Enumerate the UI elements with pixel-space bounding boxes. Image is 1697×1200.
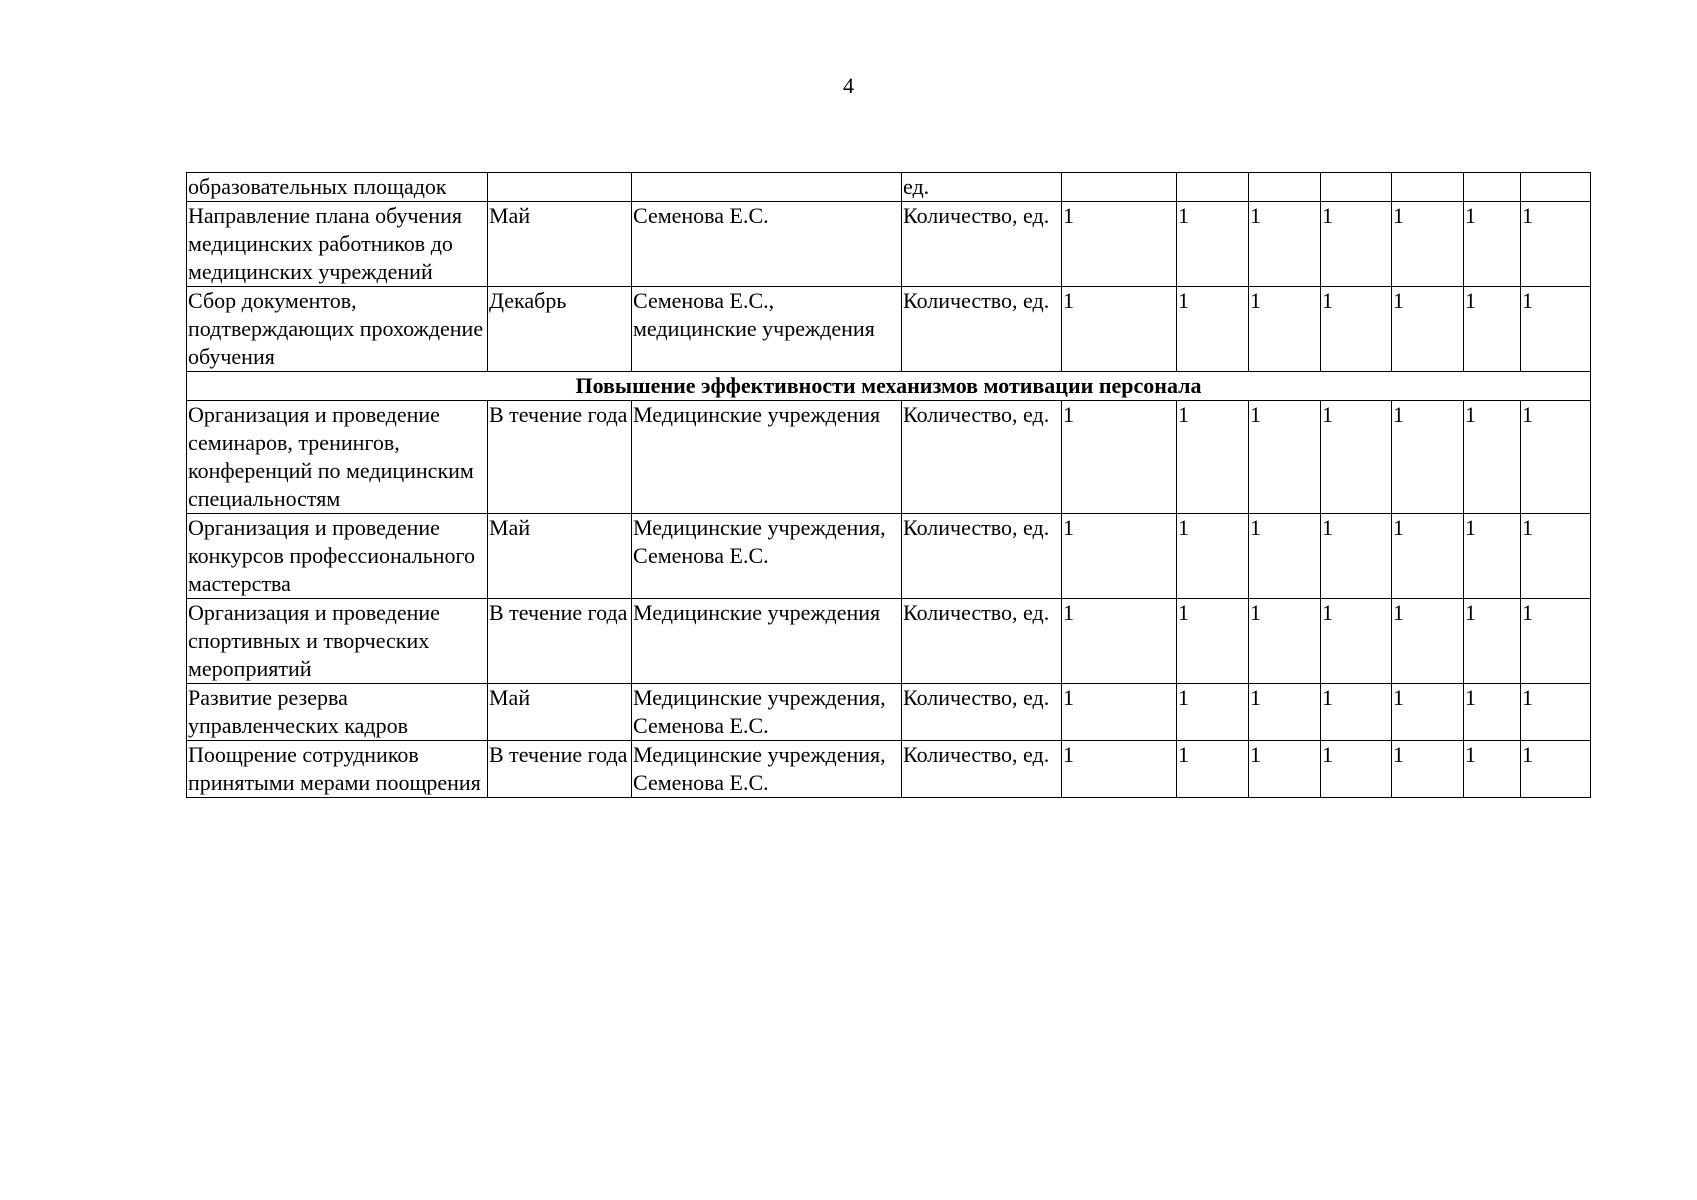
value-cell: 1: [1392, 401, 1464, 514]
value-cell: 1: [1062, 684, 1177, 741]
value-cell: [1321, 173, 1392, 202]
table-row: [187, 401, 1591, 514]
value-cell: 1: [1177, 684, 1249, 741]
value-cell: 1: [1249, 741, 1321, 798]
value-cell: 1: [1062, 514, 1177, 599]
value-cell: [1464, 173, 1521, 202]
value-cell: 1: [1062, 401, 1177, 514]
measure-cell: Поощрение сотрудников принятыми мерами поощрения: [187, 741, 488, 798]
value-cell: 1: [1062, 202, 1177, 287]
section-row: [187, 372, 1591, 401]
value-cell: 1: [1521, 514, 1591, 599]
unit-cell: Количество, ед.: [902, 599, 1062, 684]
responsible-cell: Семенова Е.С., медицинские учреждения: [632, 287, 902, 372]
value-cell: 1: [1249, 202, 1321, 287]
value-cell: 1: [1464, 741, 1521, 798]
value-cell: 1: [1062, 741, 1177, 798]
value-cell: 1: [1464, 401, 1521, 514]
table-row: [187, 173, 1591, 202]
value-cell: 1: [1321, 287, 1392, 372]
value-cell: 1: [1392, 741, 1464, 798]
responsible-cell: Медицинские учреждения, Семенова Е.С.: [632, 514, 902, 599]
value-cell: [1392, 173, 1464, 202]
value-cell: 1: [1321, 202, 1392, 287]
value-cell: 1: [1521, 599, 1591, 684]
value-cell: [1249, 173, 1321, 202]
value-cell: 1: [1177, 202, 1249, 287]
unit-cell: Количество, ед.: [902, 684, 1062, 741]
value-cell: 1: [1249, 401, 1321, 514]
responsible-cell: Медицинские учреждения, Семенова Е.С.: [632, 684, 902, 741]
section-title: Повышение эффективности механизмов мотивации персонала: [187, 372, 1591, 401]
value-cell: 1: [1249, 684, 1321, 741]
value-cell: 1: [1177, 599, 1249, 684]
term-cell: Декабрь: [488, 287, 632, 372]
value-cell: 1: [1521, 741, 1591, 798]
value-cell: 1: [1392, 684, 1464, 741]
value-cell: 1: [1392, 202, 1464, 287]
table-row: [187, 202, 1591, 287]
value-cell: 1: [1392, 514, 1464, 599]
unit-cell: Количество, ед.: [902, 401, 1062, 514]
value-cell: 1: [1249, 599, 1321, 684]
value-cell: 1: [1249, 287, 1321, 372]
term-cell: Май: [488, 514, 632, 599]
unit-cell: Количество, ед.: [902, 514, 1062, 599]
responsible-cell: Семенова Е.С.: [632, 202, 902, 287]
value-cell: 1: [1521, 684, 1591, 741]
value-cell: [1177, 173, 1249, 202]
table-row: [187, 514, 1591, 599]
value-cell: 1: [1062, 287, 1177, 372]
term-cell: В течение года: [488, 741, 632, 798]
value-cell: 1: [1464, 599, 1521, 684]
term-cell: В течение года: [488, 599, 632, 684]
term-cell: [488, 173, 632, 202]
value-cell: [1521, 173, 1591, 202]
unit-cell: Количество, ед.: [902, 741, 1062, 798]
term-cell: Май: [488, 684, 632, 741]
value-cell: 1: [1321, 741, 1392, 798]
measure-cell: Организация и проведение спортивных и творческих мероприятий: [187, 599, 488, 684]
value-cell: 1: [1177, 514, 1249, 599]
responsible-cell: Медицинские учреждения: [632, 599, 902, 684]
value-cell: 1: [1464, 287, 1521, 372]
value-cell: 1: [1464, 684, 1521, 741]
table-body: [187, 173, 1591, 798]
value-cell: 1: [1464, 514, 1521, 599]
value-cell: 1: [1321, 514, 1392, 599]
measure-cell: Направление плана обучения медицинских работников до медицинских учреждений: [187, 202, 488, 287]
measure-cell: Развитие резерва управленческих кадров: [187, 684, 488, 741]
value-cell: 1: [1321, 599, 1392, 684]
table-row: [187, 684, 1591, 741]
value-cell: 1: [1321, 401, 1392, 514]
measure-cell: образовательных площадок: [187, 173, 488, 202]
responsible-cell: [632, 173, 902, 202]
value-cell: 1: [1177, 401, 1249, 514]
value-cell: 1: [1521, 202, 1591, 287]
value-cell: 1: [1464, 202, 1521, 287]
unit-cell: Количество, ед.: [902, 287, 1062, 372]
page-number: 4: [843, 73, 854, 98]
value-cell: 1: [1177, 741, 1249, 798]
value-cell: [1062, 173, 1177, 202]
measure-cell: Организация и проведение семинаров, тренингов, конференций по медицинским специальностям: [187, 401, 488, 514]
table-row: [187, 741, 1591, 798]
value-cell: 1: [1392, 287, 1464, 372]
measure-cell: Организация и проведение конкурсов профессионального мастерства: [187, 514, 488, 599]
value-cell: 1: [1521, 401, 1591, 514]
table-row: [187, 287, 1591, 372]
value-cell: 1: [1062, 599, 1177, 684]
table-row: [187, 599, 1591, 684]
measures-table: [186, 172, 1591, 798]
unit-cell: ед.: [902, 173, 1062, 202]
responsible-cell: Медицинские учреждения: [632, 401, 902, 514]
measure-cell: Сбор документов, подтверждающих прохождение обучения: [187, 287, 488, 372]
value-cell: 1: [1177, 287, 1249, 372]
unit-cell: Количество, ед.: [902, 202, 1062, 287]
value-cell: 1: [1392, 599, 1464, 684]
value-cell: 1: [1321, 684, 1392, 741]
value-cell: 1: [1249, 514, 1321, 599]
term-cell: Май: [488, 202, 632, 287]
value-cell: 1: [1521, 287, 1591, 372]
responsible-cell: Медицинские учреждения, Семенова Е.С.: [632, 741, 902, 798]
term-cell: В течение года: [488, 401, 632, 514]
